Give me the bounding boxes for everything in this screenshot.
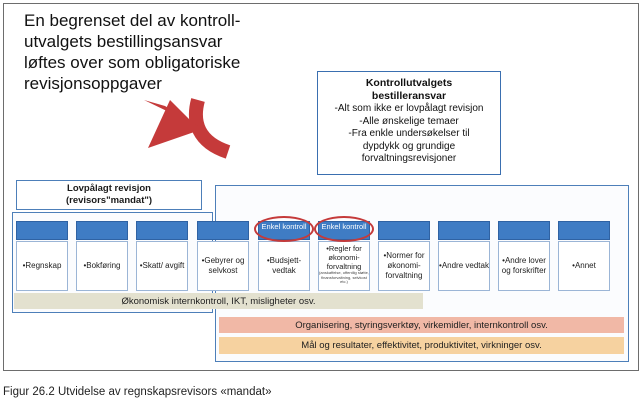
intro-text: En begrenset del av kontroll-utvalgets bestillingsansvar løftes over som obligatoriske revisjonsoppgaver [24, 11, 241, 93]
highlight-ring [254, 216, 314, 242]
column-header [197, 221, 249, 240]
column-header [378, 221, 430, 240]
goals-results-band: Mål og resultater, effektivitet, produktivitet, virkninger osv. [219, 337, 624, 354]
column-cell: •Regnskap [16, 241, 68, 291]
column-header [76, 221, 128, 240]
column-cell [318, 241, 370, 291]
column-header [558, 221, 610, 240]
column-cell: •Normer for økonomi-forvaltning [378, 241, 430, 291]
orderer-title-line2: bestilleransvar [371, 90, 447, 102]
column-header [136, 221, 188, 240]
statutory-audit-box [16, 180, 202, 210]
column-cell: •Annet [558, 241, 610, 291]
statutory-audit-line1: Lovpålagt revisjon [67, 183, 151, 194]
column-header [16, 221, 68, 240]
orderer-responsibility-box [317, 71, 501, 175]
column-cell-text: •Regler for økonomi-forvaltning [326, 244, 362, 271]
column-cell: •Bokføring [76, 241, 128, 291]
column-cell: •Andre lover og forskrifter [498, 241, 550, 291]
orderer-item: -Alle ønskelige temaer [359, 115, 459, 127]
orderer-item: dypdykk og grundige [362, 140, 456, 152]
column-cell: •Budsjett-vedtak [258, 241, 310, 291]
column-header [498, 221, 550, 240]
statutory-audit-line2: (revisors"mandat") [65, 195, 153, 206]
orderer-item: forvaltningsrevisjoner [361, 153, 457, 164]
orderer-item: -Fra enkle undersøkelser til [348, 128, 470, 139]
column-cell: •Gebyrer og selvkost [197, 241, 249, 291]
column-header: Enkel kontroll [258, 221, 310, 240]
column-header [438, 221, 490, 240]
highlight-ring [314, 216, 374, 242]
column-cell: •Skatt/ avgift [136, 241, 188, 291]
column-header: Enkel kontroll [318, 221, 370, 240]
orderer-title-line1: Kontrollutvalgets [365, 77, 453, 89]
organisation-band: Organisering, styringsverktøy, virkemidler, internkontroll osv. [219, 317, 624, 333]
internal-control-band: Økonomisk internkontroll, IKT, misligheter osv. [14, 293, 423, 309]
column-cell: •Andre vedtak [438, 241, 490, 291]
figure-caption: Figur 26.2 Utvidelse av regnskapsrevisors «mandat» [3, 386, 272, 398]
orderer-item: -Alt som ikke er lovpålagt revisjon [334, 103, 484, 114]
column-fine-print: (anskaffelse, offentlig støtte, finansforvaltning, selvkost etc.) [319, 270, 369, 284]
